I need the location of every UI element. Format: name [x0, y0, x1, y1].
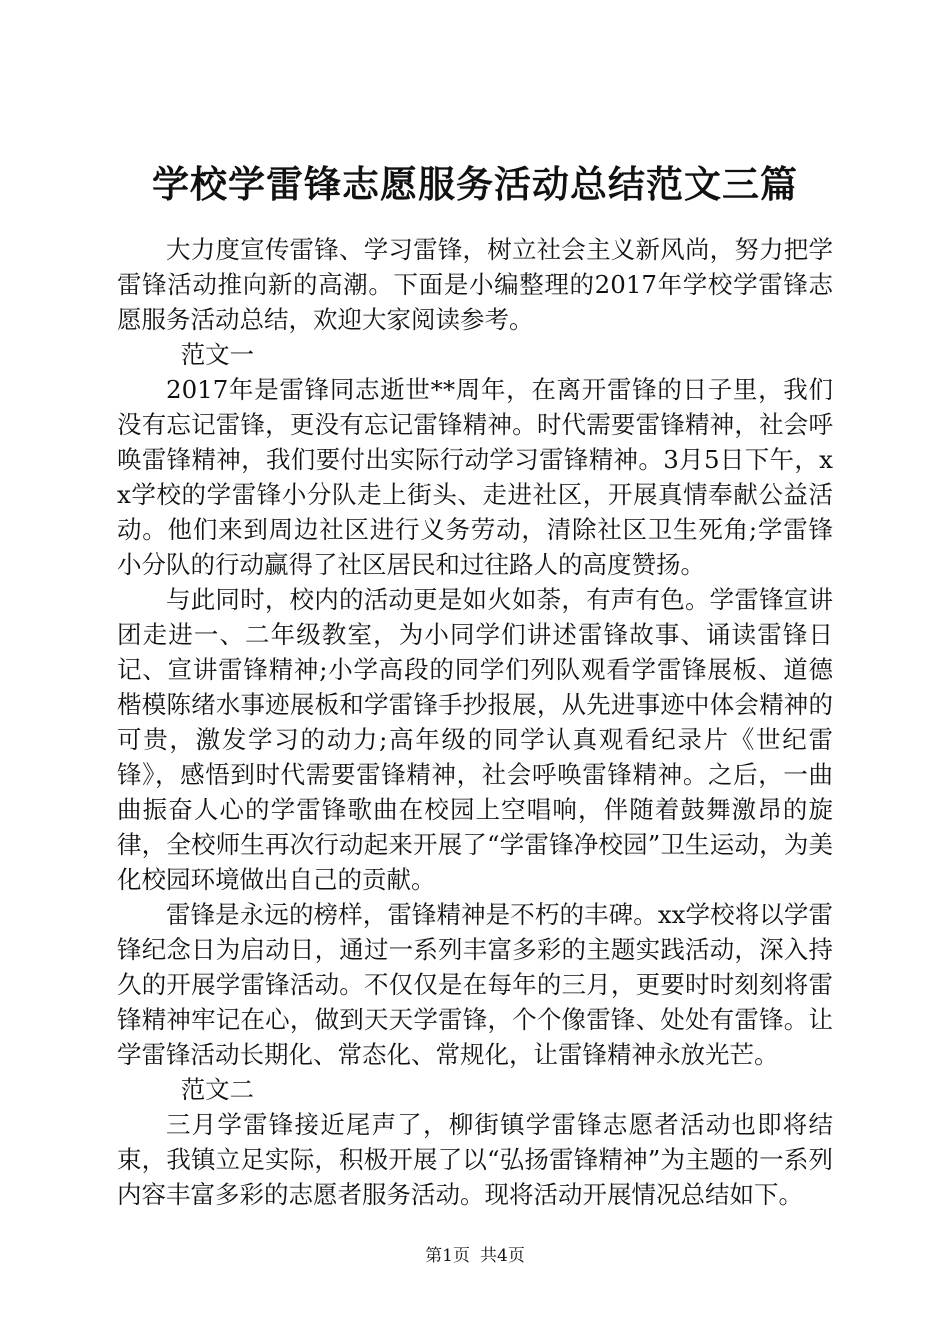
body-paragraph: 雷锋是永远的榜样，雷锋精神是不朽的丰碑。xx学校将以学雷锋纪念日为启动日，通过一系列丰富多彩的主题实践活动，深入持久的开展学雷锋活动。不仅仅是在每年的三月，更要时时刻刻将雷锋精神牢记在心，做到天天学雷锋，个个像雷锋、处处有雷锋。让学雷锋活动长期化、常态化、常规化，让雷锋精神永放光芒。 — [117, 900, 833, 1069]
document-title: 学校学雷锋志愿服务活动总结范文三篇 — [152, 162, 798, 206]
body-paragraph: 2017年是雷锋同志逝世**周年，在离开雷锋的日子里，我们没有忘记雷锋，更没有忘记雷锋精神。时代需要雷锋精神，社会呼唤雷锋精神，我们要付出实际行动学习雷锋精神。3月5日下午，xx学校的学雷锋小分队走上街头、走进社区，开展真情奉献公益活动。他们来到周边社区进行义务劳动，清除社区卫生死角;学雷锋小分队的行动赢得了社区居民和过往路人的高度赞扬。 — [117, 375, 833, 579]
body-paragraph: 三月学雷锋接近尾声了，柳街镇学雷锋志愿者活动也即将结束，我镇立足实际，积极开展了以“弘扬雷锋精神”为主题的一系列内容丰富多彩的志愿者服务活动。现将活动开展情况总结如下。 — [117, 1110, 833, 1209]
intro-paragraph: 大力度宣传雷锋、学习雷锋，树立社会主义新风尚，努力把学雷锋活动推向新的高潮。下面是小编整理的2017年学校学雷锋志愿服务活动总结，欢迎大家阅读参考。 — [117, 235, 833, 334]
page-footer — [0, 1245, 950, 1267]
document-body — [117, 232, 833, 1212]
body-paragraph: 与此同时，校内的活动更是如火如荼，有声有色。学雷锋宣讲团走进一、二年级教室，为小同学们讲述雷锋故事、诵读雷锋日记、宣讲雷锋精神;小学高段的同学们列队观看学雷锋展板、道德楷模陈绪水事迹展板和学雷锋手抄报展，从先进事迹中体会精神的可贵，激发学习的动力;高年级的同学认真观看纪录片《世纪雷锋》，感悟到时代需要雷锋精神，社会呼唤雷锋精神。之后，一曲曲振奋人心的学雷锋歌曲在校园上空唱响，伴随着鼓舞激昂的旋律，全校师生再次行动起来开展了“学雷锋净校园”卫生运动，为美化校园环境做出自己的贡献。 — [117, 585, 833, 894]
page-total: 共4页 — [480, 1246, 525, 1266]
section-heading-1: 范文一 — [180, 340, 255, 369]
section-heading-2: 范文二 — [180, 1075, 255, 1104]
page-number: 第1页 — [425, 1246, 470, 1266]
